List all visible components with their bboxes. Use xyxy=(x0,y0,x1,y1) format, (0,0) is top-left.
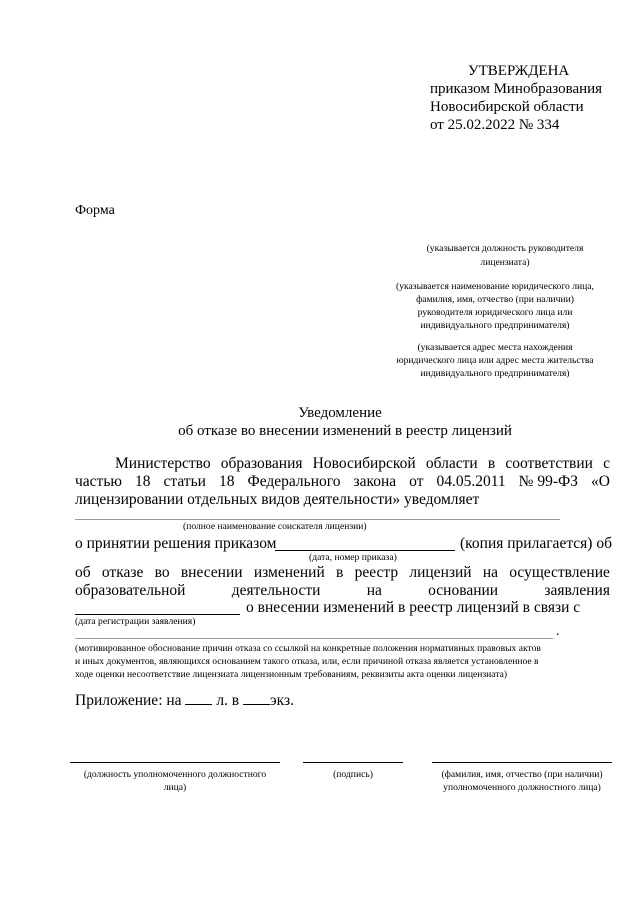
word: Новосибирской xyxy=(312,455,416,472)
reason-caption: ходе оценки несоответствие лицензиата лицензионным требованиям, реквизиты акта оценки лицензиата) xyxy=(75,669,508,680)
word: во xyxy=(154,564,170,581)
word: об xyxy=(75,564,91,581)
official-name-caption: (фамилия, имя, отчество (при наличии) xyxy=(441,769,603,780)
application-date-blank xyxy=(75,614,240,615)
refusal-line-3: о внесении изменений в реестр лицензий в связи с xyxy=(246,599,581,616)
word: изменений xyxy=(253,564,325,581)
word: на xyxy=(366,582,382,599)
official-position-caption: (должность уполномоченного должностного xyxy=(83,769,267,780)
approval-region: Новосибирской области xyxy=(430,99,584,115)
attachment-line xyxy=(75,692,294,709)
word: в xyxy=(336,564,344,581)
official-position-caption: лица) xyxy=(163,782,187,793)
name-hint: (указывается наименование юридического лица, xyxy=(396,281,594,292)
reason-period: . xyxy=(556,624,560,639)
word: 18 xyxy=(134,473,151,490)
reason-blank xyxy=(75,638,553,639)
position-hint: (указывается должность руководителя xyxy=(426,243,584,254)
name-hint: индивидуального предпринимателя) xyxy=(420,320,570,331)
word: Министерство xyxy=(115,455,211,472)
intro-line-2 xyxy=(75,474,610,490)
word: от xyxy=(409,473,424,490)
application-date-caption: (дата регистрации заявления) xyxy=(75,616,196,627)
address-hint: индивидуального предпринимателя) xyxy=(420,368,570,379)
word: области xyxy=(425,455,478,472)
decision-suffix: (копия прилагается) об xyxy=(460,535,612,552)
word: соответствии xyxy=(505,455,593,472)
word: отказе xyxy=(101,564,144,581)
signature-blank xyxy=(303,762,403,763)
signature-caption: (подпись) xyxy=(333,769,373,780)
word: 18 xyxy=(218,473,235,490)
sheets-blank xyxy=(185,692,212,705)
reason-caption: (мотивированное обоснование причин отказа со ссылкой на конкретные положения нормативных правовых актов xyxy=(75,643,541,654)
form-label: Форма xyxy=(75,203,115,218)
approval-title: УТВЕРЖДЕНА xyxy=(468,63,570,79)
refusal-line-1 xyxy=(75,565,610,581)
word: частью xyxy=(75,473,122,490)
word: деятельности xyxy=(231,582,321,599)
word: основании xyxy=(428,582,499,599)
approval-date: от 25.02.2022 № 334 xyxy=(430,117,560,133)
name-hint: фамилия, имя, отчество (при наличии) xyxy=(416,294,574,305)
official-name-caption: уполномоченного должностного лица) xyxy=(443,782,601,793)
approval-order: приказом Минобразования xyxy=(430,81,603,97)
position-hint: лицензиата) xyxy=(480,257,530,268)
official-name-blank xyxy=(432,762,612,763)
word: реестр xyxy=(354,564,399,581)
word: осуществление xyxy=(509,564,610,581)
word: № 99-ФЗ xyxy=(518,473,579,490)
notice-title: Уведомление xyxy=(298,405,382,421)
address-hint: (указывается адрес места нахождения xyxy=(417,342,573,353)
word: образования xyxy=(220,455,303,472)
refusal-line-2 xyxy=(75,583,610,599)
word: 04.05.2011 xyxy=(436,473,506,490)
attachment-suffix: экз. xyxy=(270,692,294,709)
official-position-blank xyxy=(70,762,280,763)
order-number-blank xyxy=(275,550,455,551)
word: заявления xyxy=(544,582,610,599)
attachment-middle: л. в xyxy=(216,692,240,709)
notice-subtitle: об отказе во внесении изменений в реестр лицензий xyxy=(178,423,512,439)
intro-line-3: лицензировании отдельных видов деятельности» уведомляет xyxy=(75,491,480,508)
name-hint: руководителя юридического лица или xyxy=(417,307,573,318)
word: закона xyxy=(353,473,397,490)
copies-blank xyxy=(243,692,270,705)
reason-caption: и иных документов, являющихся основанием такого отказа, или, если причиной отказа является установленное в xyxy=(75,656,539,667)
word: лицензий xyxy=(409,564,472,581)
attachment-prefix: Приложение: на xyxy=(75,692,182,709)
address-hint: юридического лица или адрес места жительства xyxy=(396,355,594,366)
word: с xyxy=(603,455,610,472)
word: «О xyxy=(591,473,610,490)
intro-line-1 xyxy=(115,456,610,472)
word: в xyxy=(487,455,496,472)
word: статьи xyxy=(163,473,206,490)
word: на xyxy=(482,564,499,581)
word: внесении xyxy=(180,564,243,581)
applicant-caption: (полное наименование соискателя лицензии) xyxy=(183,521,367,532)
order-caption: (дата, номер приказа) xyxy=(309,552,397,563)
applicant-name-blank xyxy=(75,519,560,520)
word: образовательной xyxy=(75,582,186,599)
decision-prefix: о принятии решения приказом xyxy=(75,535,277,552)
word: Федерального xyxy=(247,473,341,490)
